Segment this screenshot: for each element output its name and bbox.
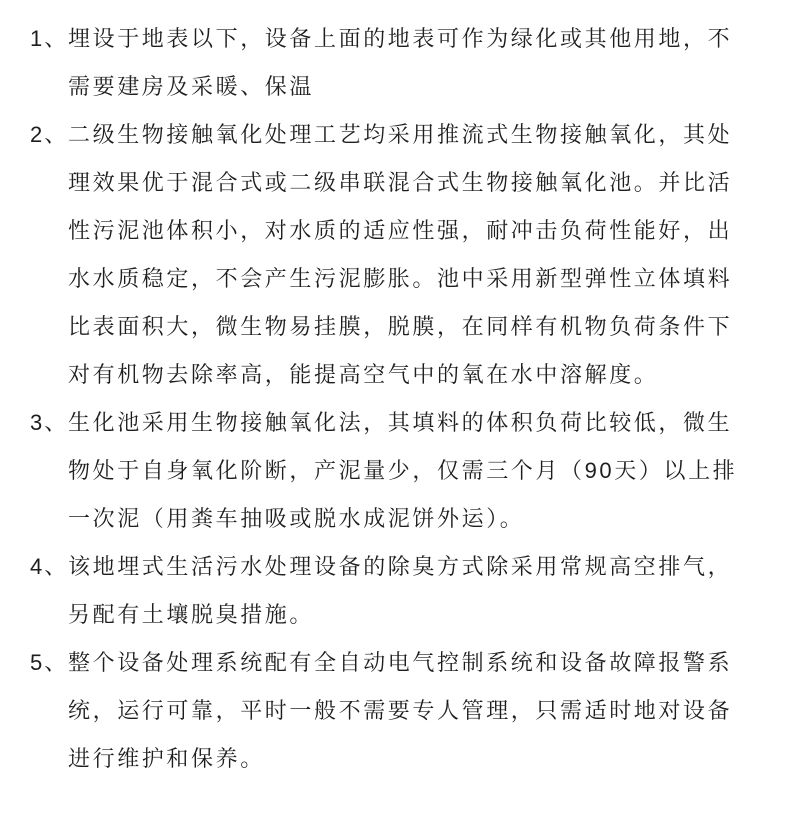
text-line: 进行维护和保养。 (68, 746, 265, 771)
item-text (68, 543, 765, 639)
item-text (68, 111, 765, 399)
text-line: 一次泥（用粪车抽吸或脱水成泥饼外运）。 (68, 506, 525, 531)
list-item-5 (30, 639, 765, 783)
list-item-4 (30, 543, 765, 639)
item-text (68, 639, 765, 783)
list-item-1 (30, 15, 765, 111)
item-number: 4、 (30, 554, 69, 579)
text-line: 整个设备处理系统配有全自动电气控制系统和设备故障报警系 (68, 650, 733, 675)
text-line: 需要建房及采暖、保温 (68, 74, 315, 99)
text-line: 统，运行可靠，平时一般不需要专人管理，只需适时地对设备 (68, 698, 733, 723)
text-line: 物处于自身氧化阶断，产泥量少，仅需三个月（90天）以上排 (68, 458, 738, 483)
list-item-2 (30, 111, 765, 399)
text-line: 该地埋式生活污水处理设备的除臭方式除采用常规高空排气， (68, 554, 733, 579)
text-line: 比表面积大，微生物易挂膜，脱膜，在同样有机物负荷条件下 (68, 314, 733, 339)
list-item-3 (30, 399, 765, 543)
text-line: 性污泥池体积小，对水质的适应性强，耐冲击负荷性能好，出 (68, 218, 733, 243)
item-number: 5、 (30, 650, 69, 675)
text-line: 水水质稳定，不会产生污泥膨胀。池中采用新型弹性立体填料 (68, 266, 733, 291)
item-number: 1、 (30, 26, 69, 51)
text-line: 埋设于地表以下，设备上面的地表可作为绿化或其他用地，不 (68, 26, 733, 51)
item-text (68, 399, 765, 543)
text-line: 生化池采用生物接触氧化法，其填料的体积负荷比较低，微生 (68, 410, 733, 435)
text-line: 二级生物接触氧化处理工艺均采用推流式生物接触氧化，其处 (68, 122, 733, 147)
item-text (68, 15, 765, 111)
text-line: 理效果优于混合式或二级串联混合式生物接触氧化池。并比活 (68, 170, 733, 195)
text-line: 对有机物去除率高，能提高空气中的氧在水中溶解度。 (68, 362, 659, 387)
text-line: 另配有土壤脱臭措施。 (68, 602, 315, 627)
item-number: 3、 (30, 410, 69, 435)
item-number: 2、 (30, 122, 69, 147)
